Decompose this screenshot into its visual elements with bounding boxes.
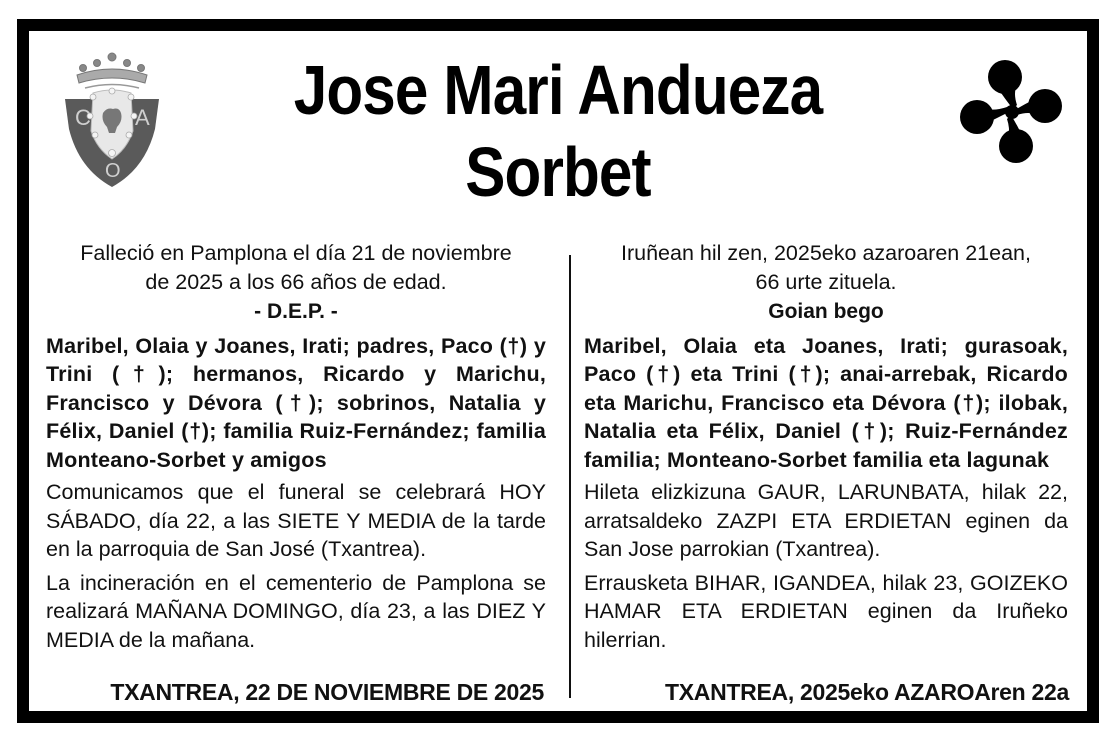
basque-intro-line2: 66 urte zituela.: [755, 269, 897, 294]
spanish-cremation-info: La incineración en el cementerio de Pamplona se realizará MAÑANA DOMINGO, día 23, a las DIEZ Y MEDIA de la mañana.: [46, 570, 546, 652]
column-divider: [569, 255, 571, 698]
spanish-funeral-info: Comunicamos que el funeral se celebrará HOY SÁBADO, día 22, a las SIETE Y MEDIA de la tarde en la parroquia de San José (Txantrea).: [46, 480, 546, 561]
deceased-name-line2: Sorbet: [465, 133, 651, 211]
spanish-intro-line2: de 2025 a los 66 años de edad.: [145, 269, 447, 294]
svg-text:O: O: [105, 160, 121, 182]
basque-rip: Goian bego: [768, 300, 884, 323]
spanish-column: [46, 239, 546, 654]
basque-funeral-info: Hileta elizkizuna GAUR, LARUNBATA, hilak 22, arratsaldeko ZAZPI ETA ERDIETAN eginen da San Jose parrokian (Txantrea).: [584, 480, 1068, 561]
svg-text:C: C: [75, 105, 91, 130]
spanish-signature: TXANTREA, 22 DE NOVIEMBRE DE 2025: [110, 679, 544, 705]
basque-column: [584, 239, 1068, 654]
basque-family-list: Maribel, Olaia eta Joanes, Irati; gurasoak, Paco (†) eta Trini (†); anai-arrebak, Ricardo eta Marichu, Francisco eta Dévora (†); ilobak, Natalia eta Félix, Daniel (†); Ruiz-Fernández familia; Monteano-Sorbet familia eta lagunak: [584, 333, 1068, 472]
obituary-notice: [17, 19, 1099, 723]
spanish-rip: - D.E.P. -: [254, 300, 338, 323]
spanish-family-list: Maribel, Olaia y Joanes, Irati; padres, Paco (†) y Trini (†); hermanos, Ricardo y Marichu, Francisco y Dévora (†); sobrinos, Natalia y Félix, Daniel (†); familia Ruiz-Fernández; familia Monteano-Sorbet y amigos: [46, 333, 546, 472]
svg-text:A: A: [135, 105, 150, 130]
spanish-intro-line1: Falleció en Pamplona el día 21 de noviembre: [80, 241, 512, 265]
basque-signature: TXANTREA, 2025eko AZAROAren 22a: [665, 679, 1069, 705]
basque-intro-line1: Iruñean hil zen, 2025eko azaroaren 21ean,: [620, 241, 1031, 265]
basque-cremation-info: Errausketa BIHAR, IGANDEA, hilak 23, GOIZEKO HAMAR ETA ERDIETAN eginen da Iruñeko hilerrian.: [584, 570, 1068, 652]
deceased-name-line1: Jose Mari Andueza: [293, 51, 823, 129]
